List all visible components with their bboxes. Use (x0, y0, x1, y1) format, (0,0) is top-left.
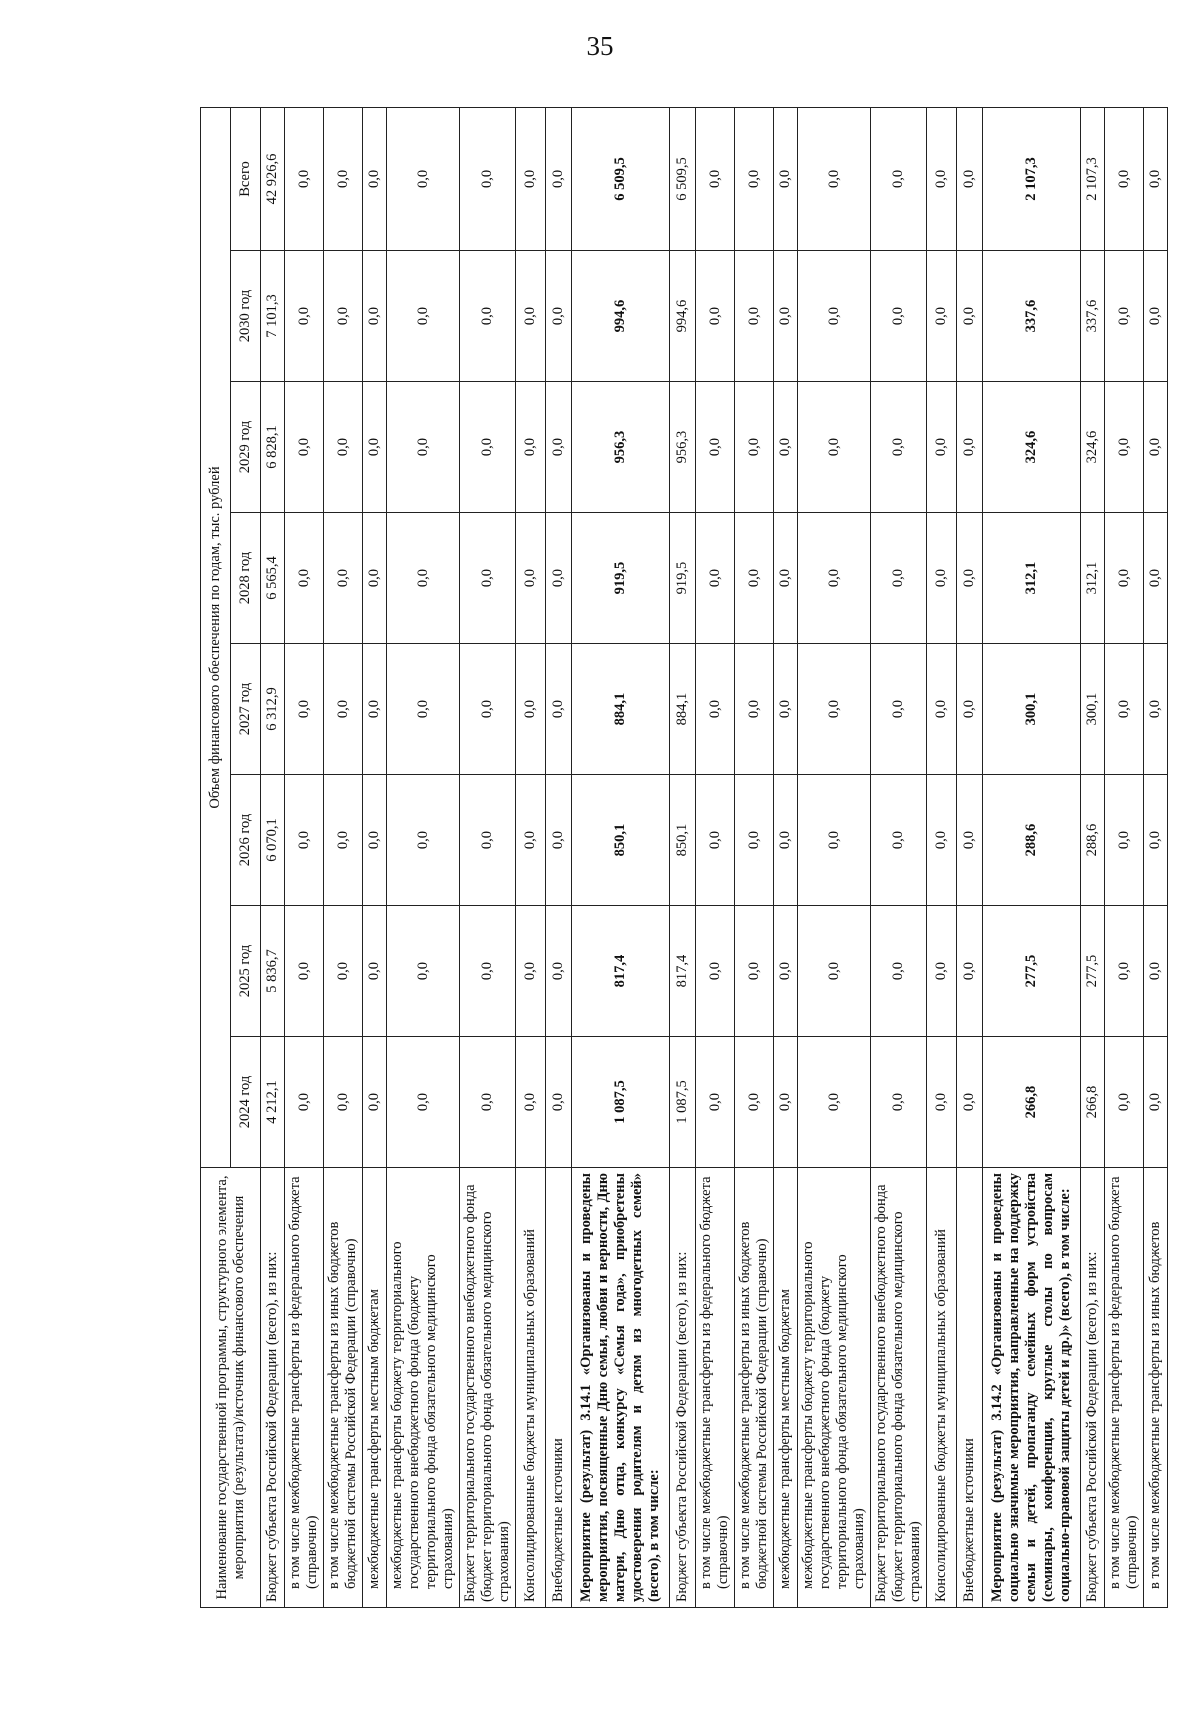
year-value-cell: 0,0 (460, 1037, 516, 1168)
header-name-column: Наименование государственной программы, структурного элемента, мероприятия (результата)/источник финансового обеспечения (201, 1168, 261, 1608)
table-row (1081, 107, 1105, 1607)
row-source-name: Консолидированные бюджеты муниципальных образований (927, 1168, 957, 1608)
year-value-cell: 0,0 (363, 644, 387, 775)
row-source-name: Консолидированные бюджеты муниципальных образований (516, 1168, 546, 1608)
year-value-cell: 0,0 (696, 382, 735, 513)
year-value-cell: 884,1 (572, 644, 670, 775)
year-value-cell: 6 565,4 (261, 513, 285, 644)
year-value-cell: 0,0 (460, 644, 516, 775)
year-value-cell: 300,1 (983, 644, 1081, 775)
year-value-cell: 0,0 (1144, 513, 1168, 644)
total-cell: 0,0 (927, 107, 957, 250)
year-value-cell: 0,0 (363, 513, 387, 644)
year-value-cell: 956,3 (572, 382, 670, 513)
year-value-cell: 312,1 (1081, 513, 1105, 644)
year-value-cell: 0,0 (285, 382, 324, 513)
year-value-cell: 0,0 (324, 513, 363, 644)
year-value-cell: 288,6 (1081, 775, 1105, 906)
year-value-cell: 0,0 (735, 775, 774, 906)
table-body (261, 107, 1168, 1607)
total-cell: 0,0 (1144, 107, 1168, 250)
year-value-cell: 0,0 (285, 1037, 324, 1168)
year-value-cell: 0,0 (927, 906, 957, 1037)
year-value-cell: 337,6 (983, 251, 1081, 382)
year-value-cell: 884,1 (670, 644, 696, 775)
year-value-cell: 0,0 (927, 513, 957, 644)
total-cell: 0,0 (285, 107, 324, 250)
year-value-cell: 0,0 (285, 775, 324, 906)
year-value-cell: 0,0 (871, 644, 927, 775)
year-value-cell: 850,1 (670, 775, 696, 906)
year-value-cell: 0,0 (871, 513, 927, 644)
year-value-cell: 0,0 (696, 775, 735, 906)
total-cell: 0,0 (871, 107, 927, 250)
year-value-cell: 0,0 (516, 251, 546, 382)
year-value-cell: 0,0 (516, 775, 546, 906)
year-value-cell: 0,0 (1144, 382, 1168, 513)
row-source-name: в том числе межбюджетные трансферты из иных бюджетов бюджетной системы Российской Федерации (справочно) (735, 1168, 774, 1608)
year-value-cell: 0,0 (363, 906, 387, 1037)
row-source-name: межбюджетные трансферты бюджету территориального государственного внебюджетного фонда (бюджету территориального фонда обязательного медицинского страхования) (798, 1168, 871, 1608)
table-row (735, 107, 774, 1607)
year-value-cell: 0,0 (957, 906, 983, 1037)
year-value-cell: 956,3 (670, 382, 696, 513)
year-value-cell: 0,0 (1105, 906, 1144, 1037)
financing-table (200, 107, 1168, 1608)
year-value-cell: 0,0 (285, 644, 324, 775)
year-value-cell: 0,0 (927, 251, 957, 382)
row-source-name: межбюджетные трансферты местным бюджетам (363, 1168, 387, 1608)
year-value-cell: 0,0 (871, 1037, 927, 1168)
year-value-cell: 0,0 (324, 1037, 363, 1168)
row-source-name: Бюджет субъекта Российской Федерации (всего), из них: (261, 1168, 285, 1608)
year-value-cell: 0,0 (324, 251, 363, 382)
table-row (572, 107, 670, 1607)
total-cell: 0,0 (460, 107, 516, 250)
total-cell: 0,0 (798, 107, 871, 250)
table-row (774, 107, 798, 1607)
year-value-cell: 5 836,7 (261, 906, 285, 1037)
year-value-cell: 817,4 (670, 906, 696, 1037)
year-value-cell: 0,0 (516, 644, 546, 775)
year-value-cell: 6 828,1 (261, 382, 285, 513)
table-row (670, 107, 696, 1607)
table-row (261, 107, 285, 1607)
year-value-cell: 0,0 (460, 382, 516, 513)
year-value-cell: 0,0 (735, 513, 774, 644)
year-value-cell: 0,0 (871, 906, 927, 1037)
year-value-cell: 994,6 (572, 251, 670, 382)
year-value-cell: 0,0 (363, 382, 387, 513)
year-value-cell: 919,5 (670, 513, 696, 644)
year-value-cell: 1 087,5 (670, 1037, 696, 1168)
year-value-cell: 0,0 (735, 644, 774, 775)
year-value-cell: 0,0 (1105, 251, 1144, 382)
year-value-cell: 0,0 (774, 382, 798, 513)
table-row (927, 107, 957, 1607)
year-value-cell: 288,6 (983, 775, 1081, 906)
year-value-cell: 0,0 (460, 513, 516, 644)
year-value-cell: 0,0 (387, 382, 460, 513)
total-cell: 6 509,5 (670, 107, 696, 250)
year-value-cell: 0,0 (324, 906, 363, 1037)
total-cell: 0,0 (387, 107, 460, 250)
year-value-cell: 0,0 (387, 1037, 460, 1168)
total-cell: 2 107,3 (983, 107, 1081, 250)
year-value-cell: 0,0 (957, 775, 983, 906)
year-value-cell: 0,0 (957, 382, 983, 513)
year-value-cell: 0,0 (927, 1037, 957, 1168)
year-value-cell: 0,0 (1144, 906, 1168, 1037)
row-source-name: в том числе межбюджетные трансферты из федерального бюджета (справочно) (1105, 1168, 1144, 1608)
year-value-cell: 0,0 (696, 513, 735, 644)
year-value-cell: 4 212,1 (261, 1037, 285, 1168)
year-value-cell: 0,0 (774, 775, 798, 906)
year-value-cell: 0,0 (324, 644, 363, 775)
year-value-cell: 0,0 (1105, 382, 1144, 513)
year-value-cell: 0,0 (546, 513, 572, 644)
year-value-cell: 0,0 (927, 382, 957, 513)
year-value-cell: 0,0 (696, 906, 735, 1037)
row-source-name: Внебюджетные источники (546, 1168, 572, 1608)
year-value-cell: 817,4 (572, 906, 670, 1037)
total-cell: 0,0 (516, 107, 546, 250)
year-value-cell: 0,0 (546, 906, 572, 1037)
year-value-cell: 266,8 (983, 1037, 1081, 1168)
year-value-cell: 0,0 (927, 644, 957, 775)
year-value-cell: 0,0 (1144, 775, 1168, 906)
year-value-cell: 0,0 (696, 251, 735, 382)
total-cell: 0,0 (1105, 107, 1144, 250)
year-value-cell: 0,0 (387, 775, 460, 906)
year-value-cell: 0,0 (735, 251, 774, 382)
year-value-cell: 337,6 (1081, 251, 1105, 382)
row-source-name: Мероприятие (результат) 3.14.2 «Организованы и проведены социально значимые мероприятия, направленные на поддержку семьи и детей, пропаганду семейных форм устройства (семинары, конференции, круглые столы по вопросам социально-правовой защиты детей и др.)» (всего), в том числе: (983, 1168, 1081, 1608)
table-row (1105, 107, 1144, 1607)
row-source-name: Бюджет субъекта Российской Федерации (всего), из них: (670, 1168, 696, 1608)
row-source-name: межбюджетные трансферты бюджету территориального государственного внебюджетного фонда (бюджету территориального фонда обязательного медицинского страхования) (387, 1168, 460, 1608)
year-value-cell: 0,0 (1144, 1037, 1168, 1168)
year-value-cell: 0,0 (460, 906, 516, 1037)
row-source-name: Внебюджетные источники (957, 1168, 983, 1608)
year-value-cell: 0,0 (735, 906, 774, 1037)
year-value-cell: 312,1 (983, 513, 1081, 644)
table-row (324, 107, 363, 1607)
total-cell: 2 107,3 (1081, 107, 1105, 250)
table-row (516, 107, 546, 1607)
year-value-cell: 0,0 (774, 644, 798, 775)
table-row (871, 107, 927, 1607)
year-value-cell: 0,0 (1105, 775, 1144, 906)
table-row (1144, 107, 1168, 1607)
year-value-cell: 0,0 (285, 251, 324, 382)
year-value-cell: 0,0 (798, 1037, 871, 1168)
year-value-cell: 0,0 (798, 775, 871, 906)
year-value-cell: 0,0 (1144, 644, 1168, 775)
year-value-cell: 0,0 (871, 775, 927, 906)
year-value-cell: 0,0 (798, 644, 871, 775)
year-value-cell: 0,0 (516, 513, 546, 644)
year-value-cell: 0,0 (957, 644, 983, 775)
year-value-cell: 0,0 (735, 1037, 774, 1168)
table-row (285, 107, 324, 1607)
year-value-cell: 0,0 (1144, 251, 1168, 382)
year-value-cell: 0,0 (871, 251, 927, 382)
year-value-cell: 0,0 (387, 251, 460, 382)
total-cell: 0,0 (546, 107, 572, 250)
year-value-cell: 0,0 (285, 906, 324, 1037)
year-value-cell: 0,0 (696, 644, 735, 775)
header-year: 2029 год (231, 382, 261, 513)
year-value-cell: 0,0 (460, 775, 516, 906)
table-row (460, 107, 516, 1607)
table-row (546, 107, 572, 1607)
year-value-cell: 0,0 (516, 382, 546, 513)
year-value-cell: 0,0 (387, 644, 460, 775)
page-number: 35 (586, 31, 614, 61)
header-year: 2027 год (231, 644, 261, 775)
year-value-cell: 0,0 (957, 251, 983, 382)
total-cell: 0,0 (696, 107, 735, 250)
header-total: Всего (231, 107, 261, 250)
year-value-cell: 0,0 (363, 1037, 387, 1168)
year-value-cell: 0,0 (798, 513, 871, 644)
year-value-cell: 0,0 (957, 1037, 983, 1168)
year-value-cell: 6 070,1 (261, 775, 285, 906)
year-value-cell: 0,0 (774, 251, 798, 382)
table-row (696, 107, 735, 1607)
year-value-cell: 0,0 (363, 251, 387, 382)
row-source-name: Мероприятие (результат) 3.14.1 «Организованы и проведены мероприятия, посвященные Дню семьи, любви и верности, Дню матери, Дню отца, конкурсу «Семья года», приобретены удостоверения родителям и детям из многодетных семей» (всего), в том числе: (572, 1168, 670, 1608)
year-value-cell: 324,6 (1081, 382, 1105, 513)
year-value-cell: 0,0 (460, 251, 516, 382)
year-value-cell: 0,0 (1105, 513, 1144, 644)
year-value-cell: 0,0 (774, 1037, 798, 1168)
row-source-name: в том числе межбюджетные трансферты из федерального бюджета (справочно) (285, 1168, 324, 1608)
year-value-cell: 277,5 (983, 906, 1081, 1037)
row-source-name: в том числе межбюджетные трансферты из иных бюджетов бюджетной системы Российской Федерации (справочно) (324, 1168, 363, 1608)
table-row (957, 107, 983, 1607)
year-value-cell: 850,1 (572, 775, 670, 906)
header-year: 2025 год (231, 906, 261, 1037)
row-source-name: в том числе межбюджетные трансферты из федерального бюджета (справочно) (696, 1168, 735, 1608)
total-cell: 0,0 (957, 107, 983, 250)
year-value-cell: 0,0 (546, 251, 572, 382)
year-value-cell: 0,0 (871, 382, 927, 513)
row-source-name: в том числе межбюджетные трансферты из иных бюджетов (1144, 1168, 1168, 1608)
table-row (363, 107, 387, 1607)
year-value-cell: 0,0 (387, 513, 460, 644)
year-value-cell: 0,0 (516, 1037, 546, 1168)
year-value-cell: 0,0 (546, 1037, 572, 1168)
year-value-cell: 0,0 (546, 382, 572, 513)
year-value-cell: 6 312,9 (261, 644, 285, 775)
rotated-table-container (200, 108, 1163, 1608)
year-value-cell: 7 101,3 (261, 251, 285, 382)
total-cell: 0,0 (735, 107, 774, 250)
year-value-cell: 0,0 (696, 1037, 735, 1168)
row-source-name: межбюджетные трансферты местным бюджетам (774, 1168, 798, 1608)
year-value-cell: 0,0 (324, 775, 363, 906)
year-value-cell: 0,0 (957, 513, 983, 644)
year-value-cell: 0,0 (1105, 1037, 1144, 1168)
header-year: 2028 год (231, 513, 261, 644)
year-value-cell: 266,8 (1081, 1037, 1105, 1168)
row-source-name: Бюджет территориального государственного внебюджетного фонда (бюджет территориального фонда обязательного медицинского страхования) (871, 1168, 927, 1608)
header-financing-group: Объем финансового обеспечения по годам, тыс. рублей (201, 107, 231, 1167)
year-value-cell: 0,0 (387, 906, 460, 1037)
year-value-cell: 919,5 (572, 513, 670, 644)
year-value-cell: 0,0 (798, 251, 871, 382)
total-cell: 42 926,6 (261, 107, 285, 250)
year-value-cell: 324,6 (983, 382, 1081, 513)
year-value-cell: 0,0 (798, 906, 871, 1037)
table-row (798, 107, 871, 1607)
header-year: 2024 год (231, 1037, 261, 1168)
header-year: 2026 год (231, 775, 261, 906)
total-cell: 0,0 (324, 107, 363, 250)
total-cell: 0,0 (774, 107, 798, 250)
year-value-cell: 0,0 (774, 513, 798, 644)
year-value-cell: 0,0 (285, 513, 324, 644)
year-value-cell: 0,0 (546, 775, 572, 906)
year-value-cell: 0,0 (516, 906, 546, 1037)
year-value-cell: 0,0 (927, 775, 957, 906)
year-value-cell: 0,0 (324, 382, 363, 513)
row-source-name: Бюджет субъекта Российской Федерации (всего), из них: (1081, 1168, 1105, 1608)
total-cell: 6 509,5 (572, 107, 670, 250)
total-cell: 0,0 (363, 107, 387, 250)
year-value-cell: 0,0 (735, 382, 774, 513)
table-row (983, 107, 1081, 1607)
table-row (387, 107, 460, 1607)
year-value-cell: 994,6 (670, 251, 696, 382)
year-value-cell: 0,0 (798, 382, 871, 513)
year-value-cell: 0,0 (363, 775, 387, 906)
year-value-cell: 277,5 (1081, 906, 1105, 1037)
year-value-cell: 1 087,5 (572, 1037, 670, 1168)
year-value-cell: 300,1 (1081, 644, 1105, 775)
year-value-cell: 0,0 (1105, 644, 1144, 775)
row-source-name: Бюджет территориального государственного внебюджетного фонда (бюджет территориального фонда обязательного медицинского страхования) (460, 1168, 516, 1608)
year-value-cell: 0,0 (774, 906, 798, 1037)
header-year: 2030 год (231, 251, 261, 382)
year-value-cell: 0,0 (546, 644, 572, 775)
